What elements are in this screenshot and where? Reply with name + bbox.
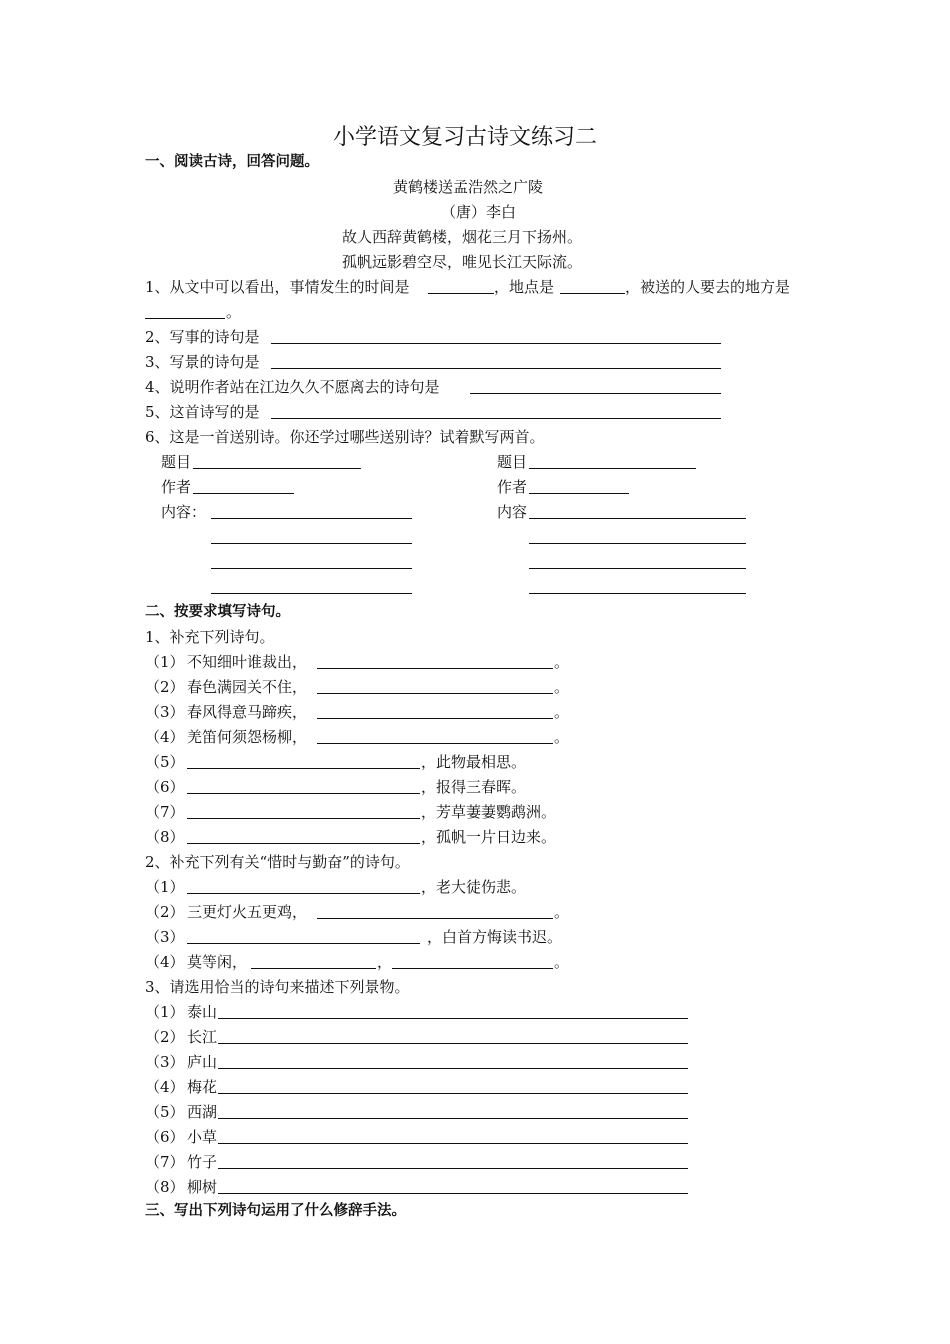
fill-blank-line[interactable] — [187, 793, 420, 794]
poem-suffix: ，此物最相思。 — [421, 753, 527, 771]
item-number: （8） — [145, 828, 185, 846]
poem-prompt: 莫等闲， — [187, 953, 248, 971]
item-number: （5） — [145, 1103, 185, 1121]
poem-suffix: ，白首方悔读书迟。 — [427, 928, 563, 946]
item-number: （2） — [145, 903, 185, 921]
poem-end-mark: 。 — [554, 653, 570, 671]
poem-end-mark: 。 — [554, 953, 570, 971]
left-content-line[interactable] — [211, 593, 412, 594]
item-number: （8） — [145, 1178, 185, 1196]
answer-line[interactable] — [218, 1093, 688, 1094]
poem-prompt: 春风得意马蹄疾， — [187, 703, 308, 721]
answer-blank-destination[interactable] — [145, 318, 225, 319]
scenery-name: 竹子 — [187, 1153, 218, 1171]
question-5: 5、这首诗写的是 — [145, 403, 260, 421]
fill-blank-line[interactable] — [317, 718, 553, 719]
left-content-label: 内容： — [161, 503, 207, 521]
poem-end-mark: 。 — [554, 728, 570, 746]
item-number: （3） — [145, 928, 185, 946]
fill-blank-line[interactable] — [187, 843, 420, 844]
right-content-line[interactable] — [529, 518, 746, 519]
answer-line-q5[interactable] — [271, 418, 721, 419]
fill-blank-line[interactable] — [251, 968, 376, 969]
answer-line[interactable] — [218, 1193, 688, 1194]
question-2: 2、写事的诗句是 — [145, 328, 260, 346]
fill-blank-line[interactable] — [187, 768, 420, 769]
poem-end-mark: 。 — [554, 678, 570, 696]
part-1-heading: 1、补充下列诗句。 — [145, 628, 275, 646]
item-number: （3） — [145, 703, 185, 721]
right-author-line[interactable] — [529, 493, 629, 494]
answer-line-q3[interactable] — [271, 368, 721, 369]
scenery-name: 小草 — [187, 1128, 218, 1146]
answer-blank-place[interactable] — [560, 293, 625, 294]
poem-title: 黄鹤楼送孟浩然之广陵 — [393, 178, 544, 196]
answer-line[interactable] — [218, 1018, 688, 1019]
scenery-name: 梅花 — [187, 1078, 218, 1096]
right-author-label: 作者 — [497, 478, 528, 496]
poem-line-1: 故人西辞黄鹤楼，烟花三月下扬州。 — [342, 228, 583, 246]
left-content-line[interactable] — [211, 543, 412, 544]
part-3-heading: 3、请选用恰当的诗句来描述下列景物。 — [145, 978, 410, 996]
item-number: （5） — [145, 753, 185, 771]
fill-blank-line[interactable] — [317, 743, 553, 744]
question-1-end: 。 — [226, 303, 242, 321]
item-number: （2） — [145, 1028, 185, 1046]
poem-suffix: ，老大徒伤悲。 — [421, 878, 527, 896]
question-1-part-c: ，被送的人要去的地方是 — [625, 278, 791, 296]
left-author-label: 作者 — [161, 478, 192, 496]
poem-prompt: 不知细叶谁裁出， — [187, 653, 308, 671]
scenery-name: 庐山 — [187, 1053, 218, 1071]
right-content-line[interactable] — [529, 543, 746, 544]
answer-line[interactable] — [218, 1118, 688, 1119]
poem-end-mark: 。 — [554, 703, 570, 721]
item-number: （3） — [145, 1053, 185, 1071]
poem-prompt: 春色满园关不住， — [187, 678, 308, 696]
right-title-line[interactable] — [529, 468, 696, 469]
poem-author: （唐）李白 — [441, 203, 517, 221]
question-4: 4、说明作者站在江边久久不愿离去的诗句是 — [145, 378, 440, 396]
question-6: 6、这是一首送别诗。你还学过哪些送别诗？试着默写两首。 — [145, 428, 545, 446]
poem-suffix: ，报得三春晖。 — [421, 778, 527, 796]
scenery-name: 长江 — [187, 1028, 218, 1046]
item-number: （6） — [145, 778, 185, 796]
answer-line[interactable] — [218, 1068, 688, 1069]
right-content-line[interactable] — [529, 593, 746, 594]
item-number: （7） — [145, 1153, 185, 1171]
poem-suffix: ，孤帆一片日边来。 — [421, 828, 557, 846]
question-1-part-b: ，地点是 — [494, 278, 555, 296]
item-number: （1） — [145, 878, 185, 896]
answer-line-q2[interactable] — [271, 343, 721, 344]
item-number: （6） — [145, 1128, 185, 1146]
item-number: （1） — [145, 1003, 185, 1021]
scenery-name: 柳树 — [187, 1178, 218, 1196]
part-2-heading: 2、补充下列有关“惜时与勤奋”的诗句。 — [145, 853, 410, 871]
question-1-part-a: 1、从文中可以看出，事情发生的时间是 — [145, 278, 410, 296]
poem-prompt: 羌笛何须怨杨柳， — [187, 728, 308, 746]
right-content-line[interactable] — [529, 568, 746, 569]
fill-blank-line[interactable] — [187, 893, 420, 894]
fill-blank-line[interactable] — [317, 668, 553, 669]
answer-line-q4[interactable] — [470, 393, 721, 394]
item-number: （2） — [145, 678, 185, 696]
scenery-name: 泰山 — [187, 1003, 218, 1021]
section3-heading: 三、写出下列诗句运用了什么修辞手法。 — [145, 1203, 406, 1219]
left-title-line[interactable] — [193, 468, 361, 469]
poem-prompt: 三更灯火五更鸡， — [187, 903, 308, 921]
right-content-label: 内容 — [497, 503, 528, 521]
fill-blank-line[interactable] — [187, 818, 420, 819]
answer-line[interactable] — [218, 1143, 688, 1144]
item-number: （1） — [145, 653, 185, 671]
left-author-line[interactable] — [193, 493, 294, 494]
fill-blank-line[interactable] — [317, 918, 553, 919]
poem-line-2: 孤帆远影碧空尽，唯见长江天际流。 — [342, 253, 583, 271]
answer-line[interactable] — [218, 1168, 688, 1169]
left-title-label: 题目 — [161, 453, 192, 471]
section2-heading: 二、按要求填写诗句。 — [145, 604, 290, 620]
item-number: （4） — [145, 728, 185, 746]
scenery-name: 西湖 — [187, 1103, 218, 1121]
fill-blank-line[interactable] — [187, 943, 420, 944]
left-content-line[interactable] — [211, 568, 412, 569]
fill-blank-line[interactable] — [317, 693, 553, 694]
answer-line[interactable] — [218, 1043, 688, 1044]
answer-blank-time[interactable] — [428, 293, 494, 294]
poem-mid-mark: ， — [377, 953, 393, 971]
item-number: （4） — [145, 953, 185, 971]
right-title-label: 题目 — [497, 453, 528, 471]
item-number: （7） — [145, 803, 185, 821]
page-title: 小学语文复习古诗文练习二 — [333, 125, 598, 150]
left-content-line[interactable] — [211, 518, 412, 519]
section1-heading: 一、阅读古诗，回答问题。 — [145, 154, 319, 170]
fill-blank-line[interactable] — [392, 968, 553, 969]
question-3: 3、写景的诗句是 — [145, 353, 260, 371]
item-number: （4） — [145, 1078, 185, 1096]
poem-suffix: ，芳草萋萋鹦鹉洲。 — [421, 803, 557, 821]
poem-end-mark: 。 — [554, 903, 570, 921]
